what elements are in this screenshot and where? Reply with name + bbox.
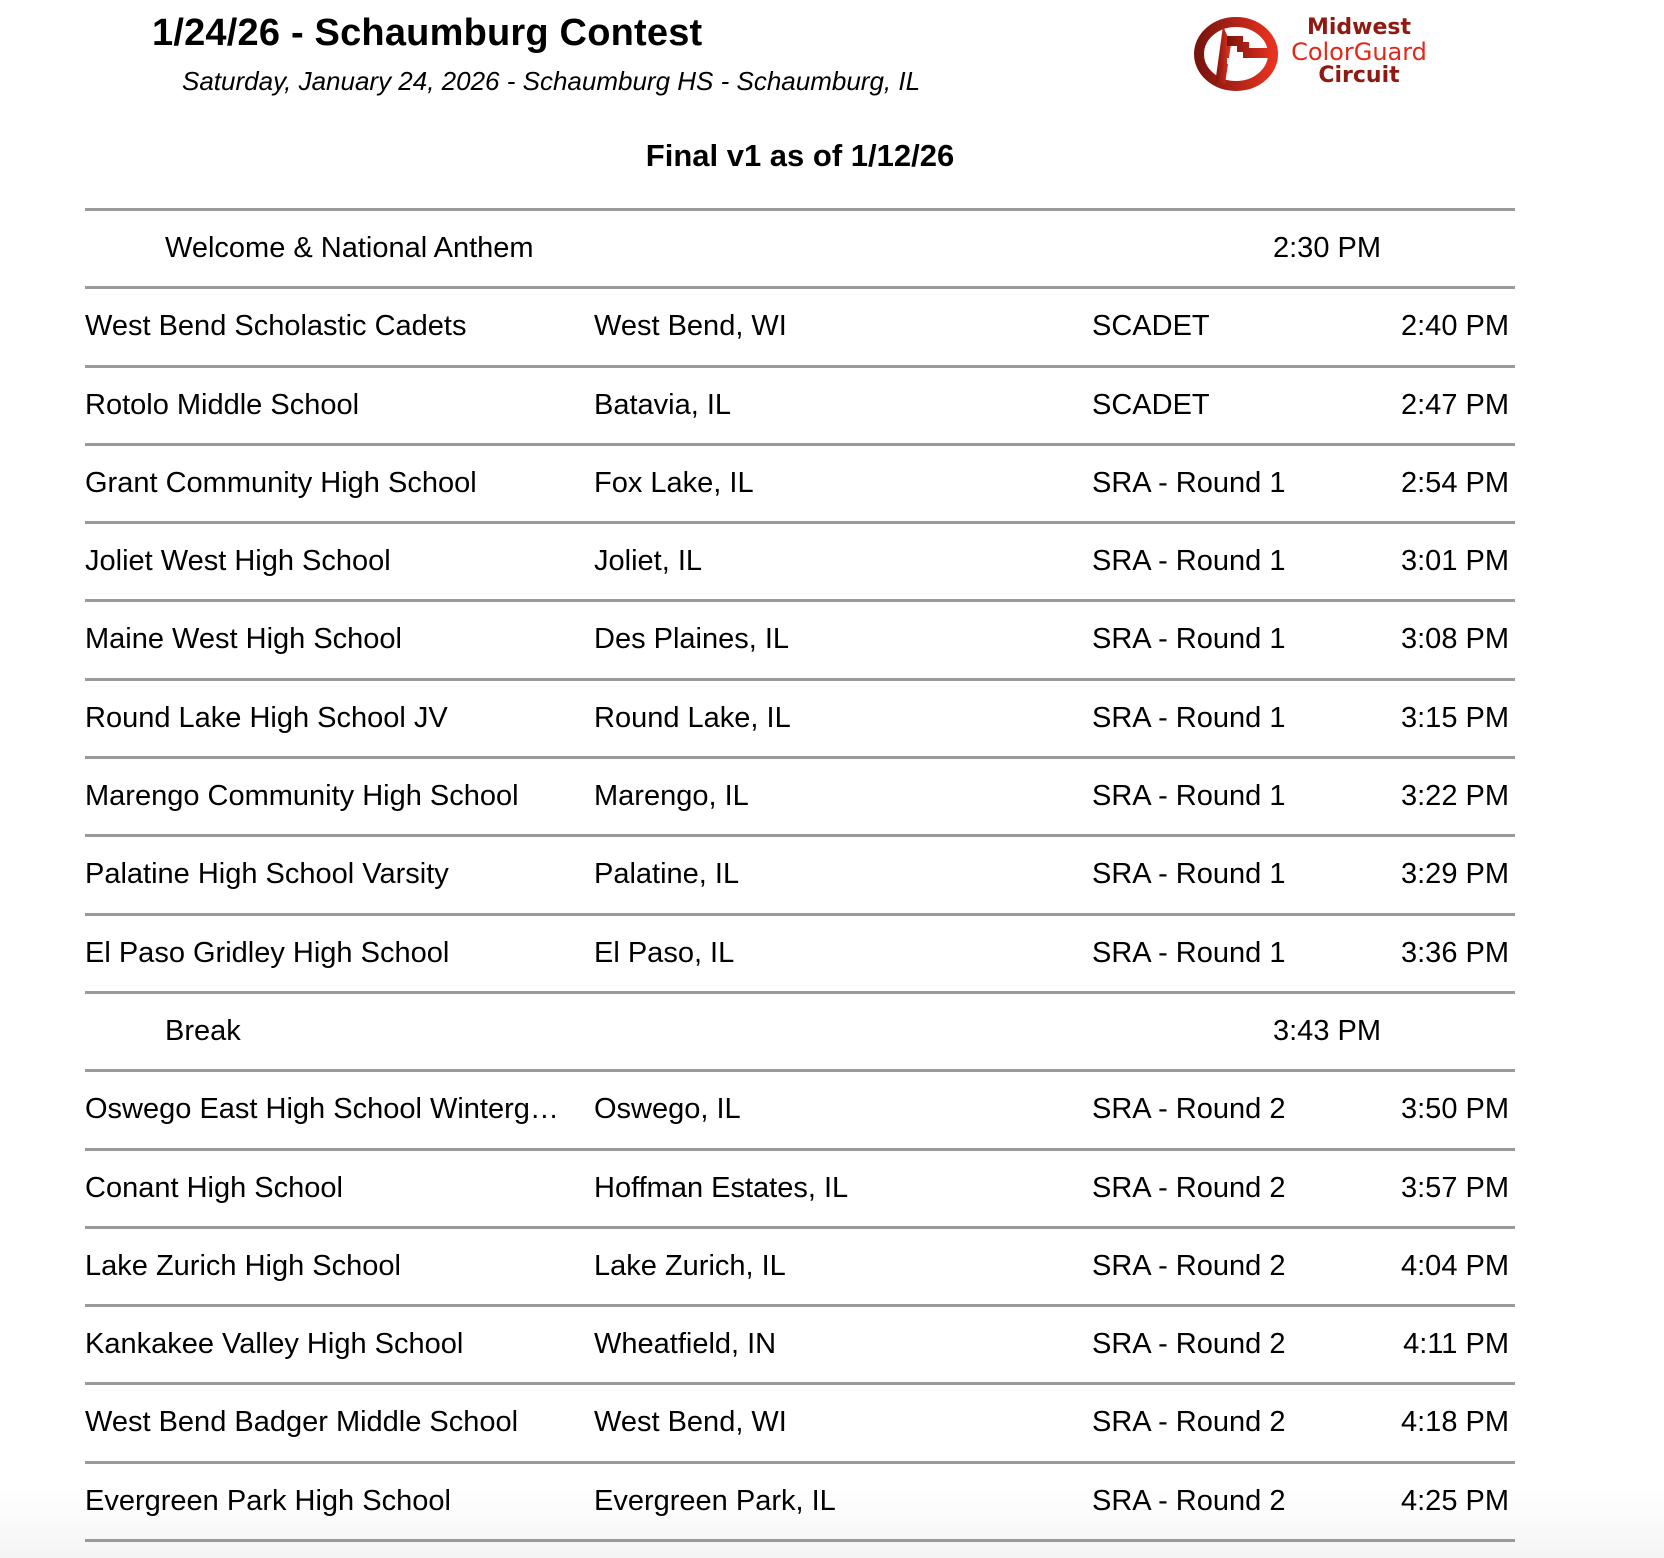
schedule-row bbox=[85, 837, 1515, 912]
unit-class: SRA - Round 2 bbox=[1092, 1171, 1286, 1204]
schedule-event-row bbox=[85, 994, 1515, 1069]
schedule-row bbox=[85, 1229, 1515, 1304]
performance-time: 4:18 PM bbox=[1401, 1406, 1509, 1439]
unit-class: SRA - Round 1 bbox=[1092, 858, 1286, 891]
schedule-row bbox=[85, 289, 1515, 364]
unit-class: SRA - Round 1 bbox=[1092, 623, 1286, 656]
unit-location: Marengo, IL bbox=[594, 780, 749, 813]
unit-name: Grant Community High School bbox=[85, 466, 477, 499]
schedule-row bbox=[85, 916, 1515, 991]
event-name: Break bbox=[165, 1014, 241, 1047]
schedule-row bbox=[85, 446, 1515, 521]
unit-class: SRA - Round 1 bbox=[1092, 466, 1286, 499]
unit-class: SRA - Round 2 bbox=[1092, 1249, 1286, 1282]
event-subtitle: Saturday, January 24, 2026 - Schaumburg HS - Schaumburg, IL bbox=[182, 66, 921, 96]
unit-location: Evergreen Park, IL bbox=[594, 1484, 836, 1517]
event-name: Welcome & National Anthem bbox=[165, 232, 534, 264]
unit-name: Joliet West High School bbox=[85, 545, 391, 578]
unit-class: SRA - Round 2 bbox=[1092, 1328, 1286, 1361]
schedule-event-row bbox=[85, 211, 1515, 286]
unit-class: SRA - Round 1 bbox=[1092, 545, 1286, 578]
unit-location: Lake Zurich, IL bbox=[594, 1249, 786, 1282]
event-time: 2:30 PM bbox=[1273, 232, 1381, 264]
schedule-row bbox=[85, 1464, 1515, 1539]
schedule-row bbox=[85, 681, 1515, 756]
schedule-row bbox=[85, 524, 1515, 599]
unit-class: SRA - Round 2 bbox=[1092, 1093, 1286, 1126]
version-label: Final v1 as of 1/12/26 bbox=[645, 138, 955, 173]
unit-name: Conant High School bbox=[85, 1171, 343, 1204]
event-time: 3:43 PM bbox=[1273, 1014, 1381, 1047]
logo-line-3: Circuit bbox=[1318, 63, 1400, 88]
performance-time: 2:47 PM bbox=[1401, 388, 1509, 421]
unit-location: Fox Lake, IL bbox=[594, 466, 754, 499]
unit-location: Hoffman Estates, IL bbox=[594, 1171, 849, 1204]
performance-time: 3:01 PM bbox=[1401, 545, 1509, 578]
unit-name: West Bend Scholastic Cadets bbox=[85, 310, 467, 343]
unit-location: West Bend, WI bbox=[594, 1406, 787, 1439]
unit-location: El Paso, IL bbox=[594, 936, 735, 969]
schedule-row bbox=[85, 1385, 1515, 1460]
unit-location: Des Plaines, IL bbox=[594, 623, 790, 656]
unit-class: SCADET bbox=[1092, 310, 1210, 343]
performance-time: 3:22 PM bbox=[1401, 780, 1509, 813]
unit-class: SRA - Round 2 bbox=[1092, 1406, 1286, 1439]
unit-name: Palatine High School Varsity bbox=[85, 858, 449, 891]
unit-location: Round Lake, IL bbox=[594, 701, 791, 734]
unit-class: SRA - Round 1 bbox=[1092, 780, 1286, 813]
unit-location: Oswego, IL bbox=[594, 1093, 741, 1126]
performance-time: 2:54 PM bbox=[1401, 466, 1509, 499]
performance-time: 3:57 PM bbox=[1401, 1171, 1509, 1204]
unit-name: El Paso Gridley High School bbox=[85, 936, 450, 969]
performance-time: 3:36 PM bbox=[1401, 936, 1509, 969]
unit-location: West Bend, WI bbox=[594, 310, 787, 343]
schedule-row bbox=[85, 1072, 1515, 1147]
unit-name: Maine West High School bbox=[85, 623, 403, 656]
unit-class: SCADET bbox=[1092, 388, 1210, 421]
logo-wordmark bbox=[1279, 14, 1439, 88]
unit-location: Batavia, IL bbox=[594, 388, 732, 421]
page-title: 1/24/26 - Schaumburg Contest bbox=[152, 12, 703, 54]
performance-time: 2:40 PM bbox=[1401, 310, 1509, 343]
unit-class: SRA - Round 2 bbox=[1092, 1484, 1286, 1517]
unit-name: Oswego East High School Winterg… bbox=[85, 1093, 559, 1126]
unit-location: Joliet, IL bbox=[594, 545, 702, 578]
row-divider bbox=[85, 1539, 1515, 1542]
unit-location: Palatine, IL bbox=[594, 858, 740, 891]
logo-line-2: ColorGuard bbox=[1291, 38, 1427, 66]
schedule-row bbox=[85, 1307, 1515, 1382]
schedule-table bbox=[85, 208, 1515, 1542]
unit-name: Marengo Community High School bbox=[85, 780, 519, 813]
performance-time: 4:11 PM bbox=[1403, 1328, 1509, 1361]
unit-class: SRA - Round 1 bbox=[1092, 936, 1286, 969]
schedule-row bbox=[85, 602, 1515, 677]
unit-name: Rotolo Middle School bbox=[85, 388, 360, 421]
performance-time: 3:29 PM bbox=[1401, 858, 1509, 891]
mcgc-logo-icon bbox=[1193, 14, 1279, 94]
unit-name: Kankakee Valley High School bbox=[85, 1328, 464, 1361]
schedule-row bbox=[85, 1151, 1515, 1226]
performance-time: 3:50 PM bbox=[1401, 1093, 1509, 1126]
performance-time: 3:15 PM bbox=[1401, 701, 1509, 734]
logo-line-1: Midwest bbox=[1306, 15, 1412, 40]
unit-name: Evergreen Park High School bbox=[85, 1484, 451, 1517]
performance-time: 4:04 PM bbox=[1401, 1249, 1509, 1282]
unit-name: West Bend Badger Middle School bbox=[85, 1406, 519, 1439]
schedule-row bbox=[85, 759, 1515, 834]
unit-class: SRA - Round 1 bbox=[1092, 701, 1286, 734]
logo bbox=[1193, 14, 1443, 94]
performance-time: 3:08 PM bbox=[1401, 623, 1509, 656]
performance-time: 4:25 PM bbox=[1401, 1484, 1509, 1517]
unit-location: Wheatfield, IN bbox=[594, 1328, 777, 1361]
unit-name: Lake Zurich High School bbox=[85, 1249, 401, 1282]
schedule-row bbox=[85, 368, 1515, 443]
unit-name: Round Lake High School JV bbox=[85, 701, 448, 734]
